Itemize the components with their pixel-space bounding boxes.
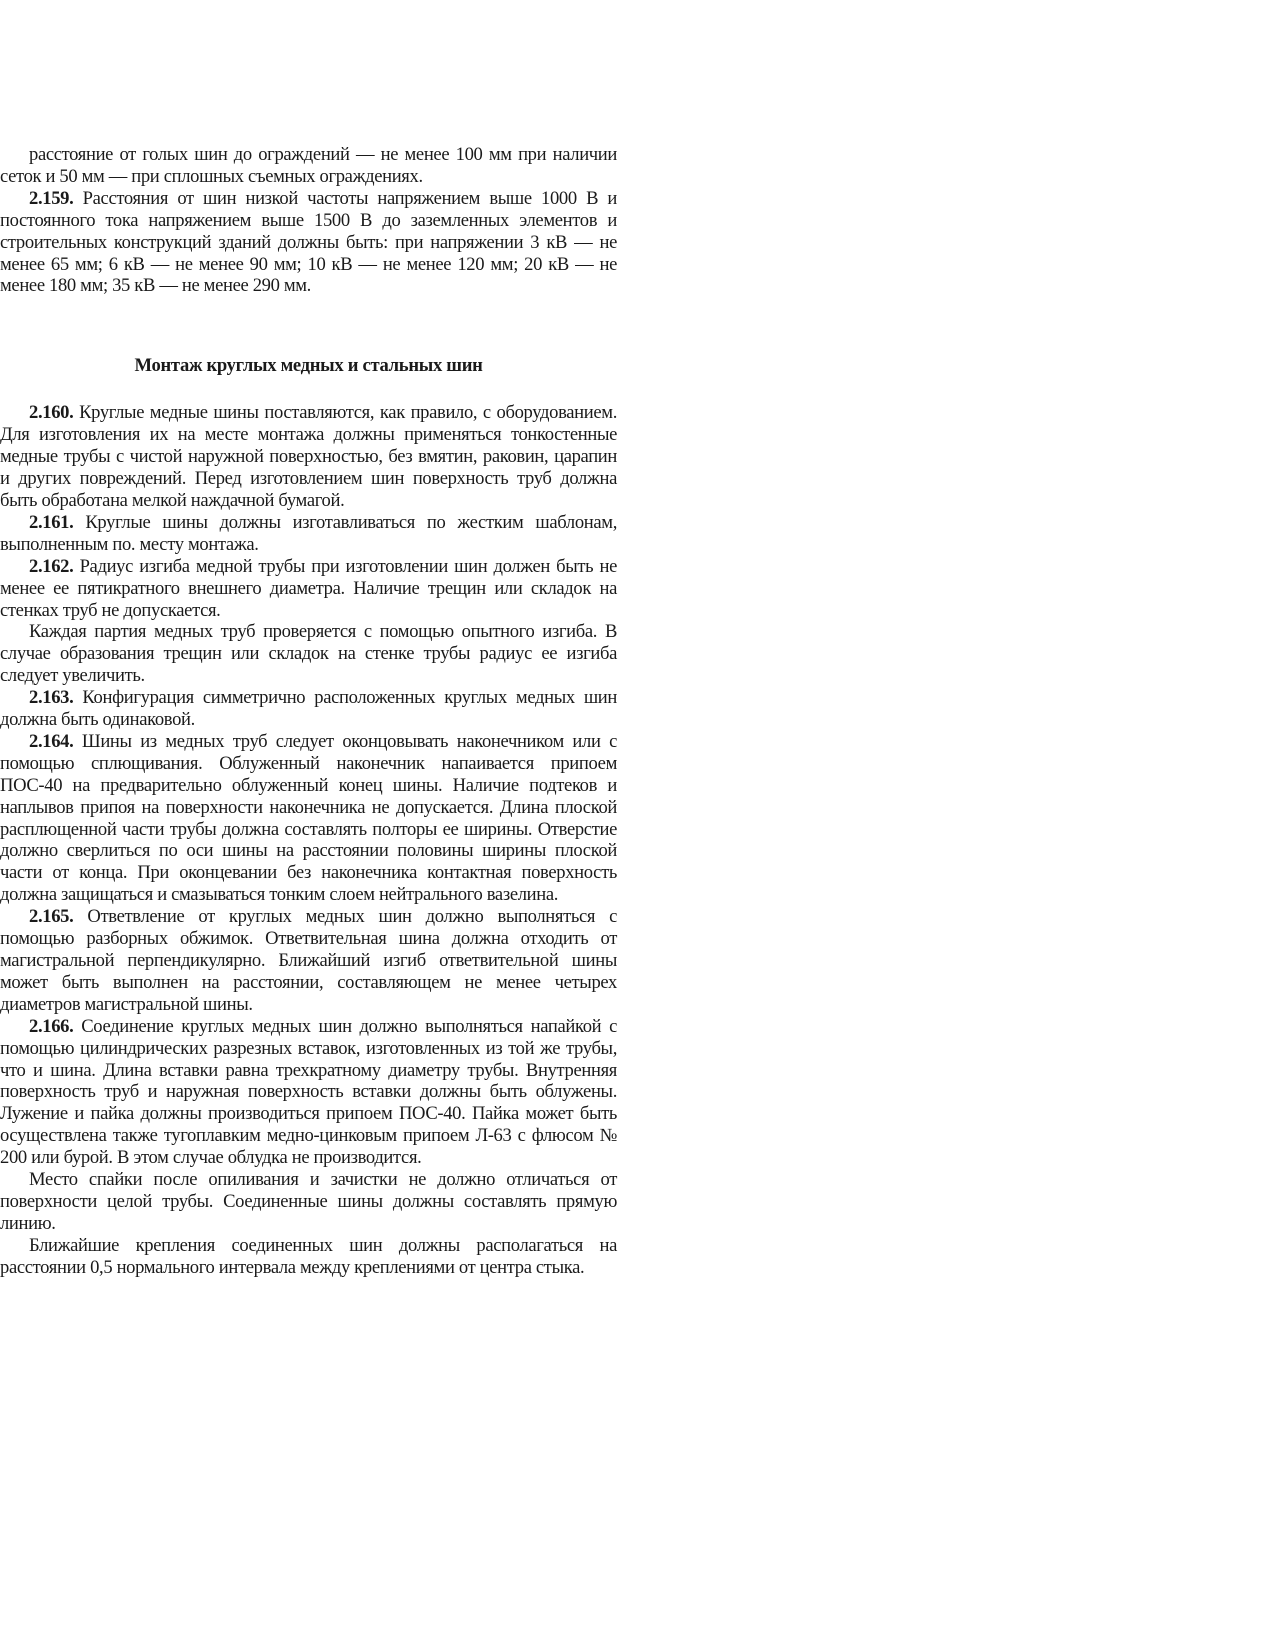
paragraph-text: Ближайшие крепления соединенных шин должны располагаться на расстоянии 0,5 нормального интервала между креплениями от центра стыка.: [0, 1234, 617, 1278]
section-title: Монтаж круглых медных и стальных шин: [134, 355, 483, 377]
paragraph-number: 2.165.: [29, 906, 74, 928]
paragraph-2-165: [0, 906, 617, 1016]
paragraph-2-162: [0, 556, 617, 622]
document-page: [0, 144, 617, 1279]
paragraph-text: Место спайки после опиливания и зачистки не должно отличаться от поверхности целой трубы. Соединенные шины должны составлять прямую линию.: [0, 1169, 617, 1234]
paragraph-2-159: [0, 188, 617, 298]
paragraph-number: 2.160.: [29, 402, 74, 424]
section-gap: [0, 297, 617, 355]
paragraph-2-160: [0, 402, 617, 512]
paragraph-number: 2.163.: [29, 687, 74, 709]
paragraph-number: 2.159.: [29, 187, 74, 209]
paragraph-2-166-continuation-1: [0, 1169, 617, 1235]
paragraph-2-162-continuation: [0, 621, 617, 687]
paragraph-text: Круглые медные шины поставляются, как правило, с оборудованием. Для изготовления их на месте монтажа должны применяться тонкостенные медные трубы с чистой наружной поверхностью, без вмятин, раковин, царапин и других повреждений. Перед изготовлением шин поверхность труб должна быть обработана мелкой наждачной бумагой.: [0, 402, 617, 511]
paragraph-2-166: [0, 1016, 617, 1169]
title-gap: [0, 377, 617, 402]
paragraph-text: Конфигурация симметрично расположенных круглых медных шин должна быть одинаковой.: [0, 687, 617, 731]
paragraph-text: Соединение круглых медных шин должно выполняться напайкой с помощью цилиндрических разрезных вставок, изготовленных из той же трубы, что и шина. Длина вставки равна трехкратному диаметру трубы. Внутренняя поверхность труб и наружная поверхность вставки должны быть облужены. Лужение и пайка должны производиться припоем ПОС-40. Пайка может быть осуществлена также тугоплавким медно-цинковым припоем Л-63 с флюсом № 200 или бурой. В этом случае облудка не производится.: [0, 1015, 617, 1169]
paragraph-2-166-continuation-2: [0, 1235, 617, 1279]
paragraph-text: Каждая партия медных труб проверяется с помощью опытного изгиба. В случае образования трещин или складок на стенке трубы радиус ее изгиба следует увеличить.: [0, 621, 617, 687]
paragraph-number: 2.162.: [29, 555, 74, 577]
paragraph-text: Радиус изгиба медной трубы при изготовлении шин должен быть не менее ее пятикратного внешнего диаметра. Наличие трещин или складок на стенках труб не допускается.: [0, 555, 617, 621]
paragraph-text: расстояние от голых шин до ограждений — не менее 100 мм при наличии сеток и 50 мм — при сплошных съемных ограждениях.: [0, 144, 617, 187]
paragraph-number: 2.161.: [29, 511, 74, 533]
paragraph-text: Расстояния от шин низкой частоты напряжением выше 1000 В и постоянного тока напряжением выше 1500 В до заземленных элементов и строительных конструкций зданий должны быть: при напряжении 3 кВ — не менее 65 мм; 6 кВ — не менее 90 мм; 10 кВ — не менее 120 мм; 20 кВ — не менее 180 мм; 35 кВ — не менее 290 мм.: [0, 187, 617, 297]
paragraph-2-161: [0, 512, 617, 556]
paragraph-number: 2.166.: [29, 1015, 74, 1037]
paragraph-number: 2.164.: [29, 730, 74, 752]
paragraph-2-164: [0, 731, 617, 906]
paragraph-text: Ответвление от круглых медных шин должно выполняться с помощью разборных обжимок. Ответвительная шина должна отходить от магистральной перпендикулярно. Ближайший изгиб ответвительной шины может быть выполнен на расстоянии, составляющем не менее четырех диаметров магистральной шины.: [0, 906, 617, 1015]
paragraph-text: Круглые шины должны изготавливаться по жестким шаблонам, выполненным по. месту монтажа.: [0, 511, 617, 555]
paragraph-intro-continuation: [0, 144, 617, 188]
paragraph-2-163: [0, 687, 617, 731]
text-column: [0, 144, 617, 1279]
paragraph-text: Шины из медных труб следует оконцовывать наконечником или с помощью сплющивания. Облуженный наконечник напаивается припоем ПОС-40 на предварительно облуженный конец шины. Наличие подтеков и наплывов припоя на поверхности наконечника не допускается. Длина плоской расплющенной части трубы должна составлять полторы ее ширины. Отверстие должно сверлиться по оси шины на расстоянии половины ширины плоской части от конца. При оконцевании без наконечника контактная поверхность должна защищаться и смазываться тонким слоем нейтрального вазелина.: [0, 730, 617, 906]
